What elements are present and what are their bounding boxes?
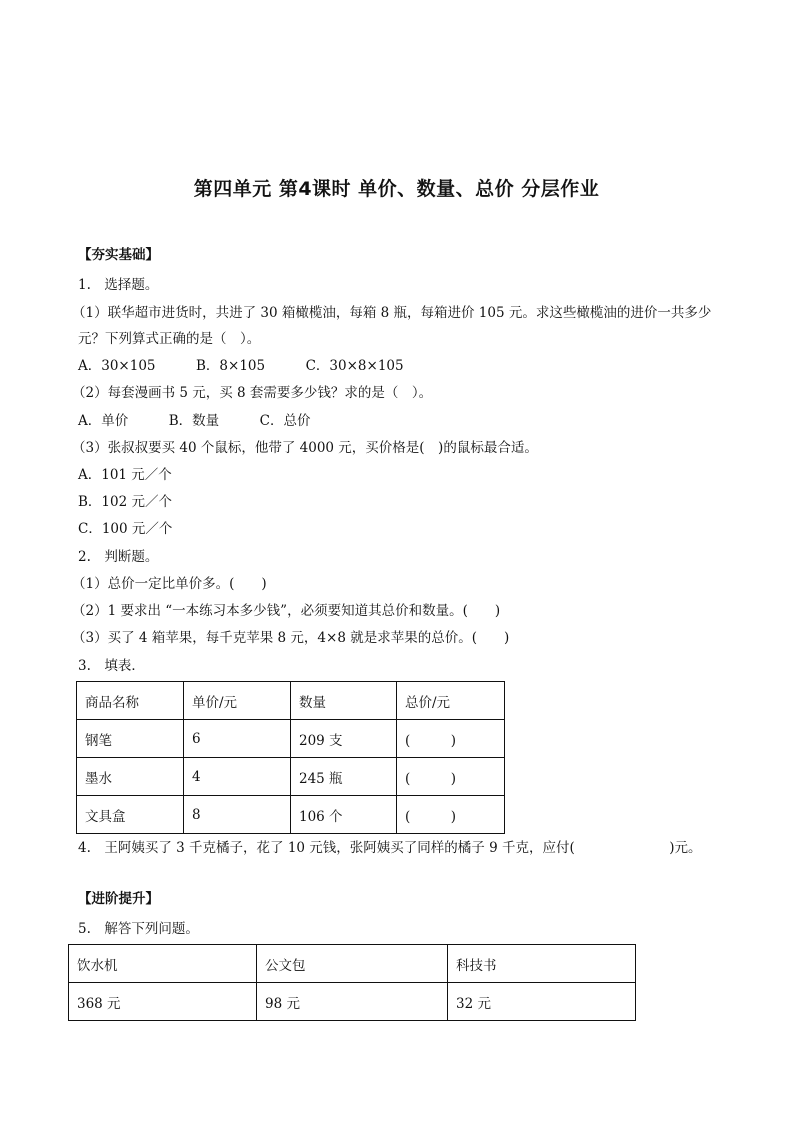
q1-part1-options: A．30×105 B．8×105 C．30×8×105 <box>78 358 404 374</box>
page-title: 第四单元 第4课时 单价、数量、总价 分层作业 <box>193 178 600 200</box>
q1-part2-question: （2）每套漫画书 5 元，买 8 套需要多少钱？求的是（ ）。 <box>72 385 433 401</box>
q4-question: 4. 王阿姨买了 3 千克橘子，花了 10 元钱，张阿姨买了同样的橘子 9 千克，应付( )元。 <box>78 840 702 856</box>
q1-part2-options: A．单价 B．数量 C．总价 <box>78 413 311 429</box>
table-cell: 文具盒 <box>77 796 184 834</box>
q2-statement-2: （2）1 要求出 “一本练习本多少钱”，必须要知道其总价和数量。( ) <box>72 603 501 619</box>
table-cell: 245 瓶 <box>291 758 397 796</box>
table-header-cell: 科技书 <box>448 945 636 983</box>
table-header-cell: 总价/元 <box>397 682 505 720</box>
q1-part3-question: （3）张叔叔要买 40 个鼠标，他带了 4000 元，买价格是( )的鼠标最合适。 <box>72 440 538 456</box>
q3-heading: 3. 填表． <box>78 658 145 674</box>
table-cell: 98 元 <box>257 983 448 1021</box>
table-cell: 32 元 <box>448 983 636 1021</box>
q2-statement-3: （3）买了 4 箱苹果，每千克苹果 8 元，4×8 就是求苹果的总价。( ) <box>72 630 510 646</box>
product-price-table <box>68 944 636 1021</box>
table-row <box>69 983 636 1021</box>
q5-heading: 5. 解答下列问题。 <box>78 921 199 937</box>
q2-statement-1: （1）总价一定比单价多。( ) <box>72 576 267 592</box>
q1-part3-option-b: B．102 元／个 <box>78 494 172 510</box>
table-header-cell: 公文包 <box>257 945 448 983</box>
table-header-cell: 商品名称 <box>77 682 184 720</box>
q1-part1-line2: 元？下列算式正确的是（ ）。 <box>78 331 261 347</box>
table-cell: 8 <box>184 796 291 834</box>
q1-part3-option-c: C．100 元／个 <box>78 521 173 537</box>
table-header-cell: 饮水机 <box>69 945 257 983</box>
table-cell: 墨水 <box>77 758 184 796</box>
q1-part3-option-a: A．101 元／个 <box>78 467 172 483</box>
table-cell: 钢笔 <box>77 720 184 758</box>
table-header-cell: 单价/元 <box>184 682 291 720</box>
q1-part1-line1: （1）联华超市进货时，共进了 30 箱橄榄油，每箱 8 瓶，每箱进价 105 元。求这些橄榄油的进价一共多少 <box>72 305 712 321</box>
q2-heading: 2. 判断题。 <box>78 549 159 565</box>
table-cell: 6 <box>184 720 291 758</box>
answer-blank[interactable]: ( ) <box>397 720 505 758</box>
table-row <box>77 720 505 758</box>
table-header-row <box>77 682 505 720</box>
table-header-row <box>69 945 636 983</box>
table-row <box>77 796 505 834</box>
answer-blank[interactable]: ( ) <box>397 796 505 834</box>
q1-heading: 1. 选择题。 <box>78 277 159 293</box>
table-cell: 209 支 <box>291 720 397 758</box>
table-row <box>77 758 505 796</box>
price-table <box>76 681 505 834</box>
table-header-cell: 数量 <box>291 682 397 720</box>
table-cell: 106 个 <box>291 796 397 834</box>
table-cell: 368 元 <box>69 983 257 1021</box>
section-heading-basic: 【夯实基础】 <box>78 247 159 263</box>
answer-blank[interactable]: ( ) <box>397 758 505 796</box>
section-heading-advanced: 【进阶提升】 <box>78 891 159 907</box>
table-cell: 4 <box>184 758 291 796</box>
